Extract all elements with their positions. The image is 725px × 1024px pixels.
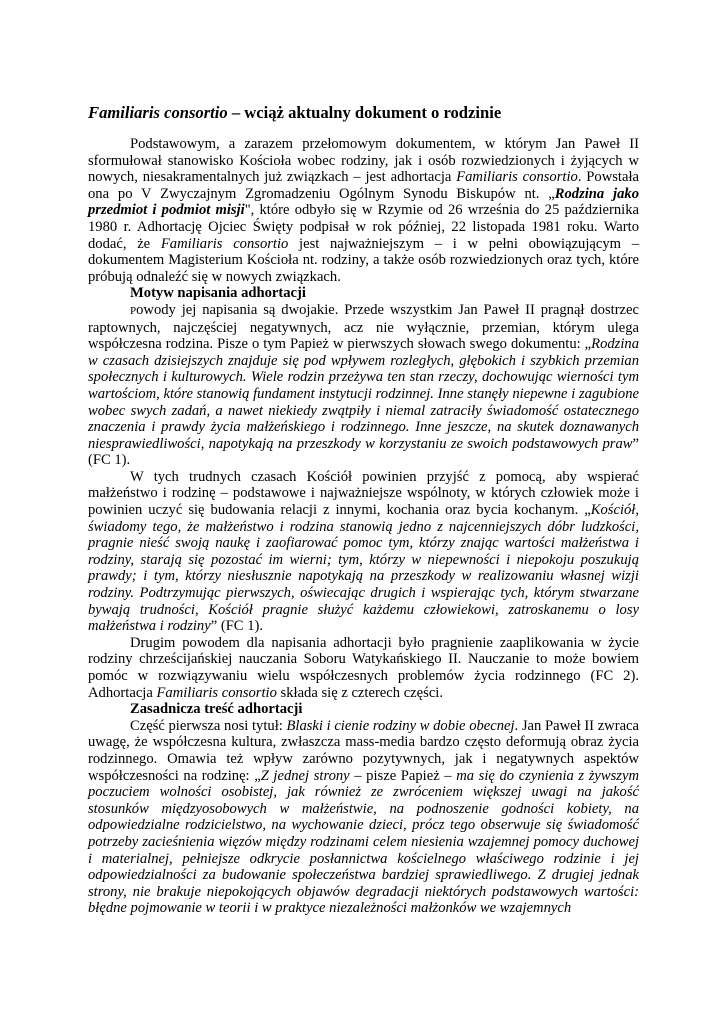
- italic-span: Familiaris consortio: [456, 169, 578, 186]
- text-span: ” (FC 1).: [88, 435, 639, 469]
- quote-italic: ma się do czynienia z żywszym poczuciem wolności osobistej, jak również ze zwróceniem większej uwagi na jakość stosunków międzyosobowych w małżeństwie, na podnoszenie godności kobiety, na odpowiedzialne rodzicielstwo, na wychowanie dzieci, prócz tego obserwuje się świadomość potrzeby zacieśnienia więzów między rodzinami celem niesienia wzajemnej pomocy duchowej i materialnej, pełniejsze odkrycie posłannictwa kościelnego właściwego rodzinie i jej odpowiedzialności za budowanie społeczeństwa bardziej sprawiedliwego. Z drugiej jednak strony, nie brakuje niepokojących objawów degradacji niektórych podstawowych wartości: błędne pojmowanie w teorii i w praktyce niezależności małżonków we wzajemnych: [88, 767, 639, 917]
- text-span: ” (FC 1).: [210, 618, 263, 635]
- document-page: [88, 103, 639, 917]
- paragraph-motive: [88, 302, 639, 469]
- title-italic: Familiaris consortio: [88, 103, 228, 122]
- text-span: składa się z czterech części.: [276, 684, 443, 701]
- bold-italic-span: Rodzina jako przedmiot i podmiot misji: [88, 185, 639, 219]
- text-span: – pisze Papież –: [349, 767, 457, 784]
- text-span: . Powstała ona po V Zwyczajnym Zgromadzeniu Ogólnym Synodu Biskupów nt. „: [88, 169, 640, 202]
- text-span: Część pierwsza nosi tytuł:: [130, 717, 287, 734]
- text-span: jest najważniejszym – i w pełni obowiązującym – dokumentem Magisterium Kościoła nt. rodziny, a także osób rozwiedzionych oraz tych, które próbują odnaleźć się w nowych związkach.: [88, 235, 639, 285]
- first-letter: P: [130, 304, 137, 317]
- quote-italic: Kościół, świadomy tego, że małżeństwo i rodzina stanowią jedno z najcenniejszych dóbr ludzkości, pragnie nieść swoją naukę i zaofiarować pomoc tym, którzy znając wartości małżeństwa i rodziny, starają się pozostać im wierni; tym, którzy w niepewności i niepokoju poszukują prawdy; i tym, którzy niesłusznie napotykają na przeszkody w realizowaniu własnej wizji rodziny. Podtrzymując pierwszych, oświecając drugich i wspierając tych, którym stwarzane bywają trudności, Kościół pragnie służyć każdemu człowiekowi, zatroskanemu o losy małżeństwa i rodziny: [88, 502, 639, 635]
- section-heading-motive: Motyw napisania adhortacji: [130, 285, 306, 302]
- section-heading-content: Zasadnicza treść adhortacji: [130, 701, 303, 718]
- italic-span: Familiaris consortio: [156, 684, 277, 701]
- text-span: Podstawowym, a zarazem przełomowym dokumentem, w którym Jan Paweł II sformułował stanowisko Kościoła wobec rodziny, jak i osób rozwiedzionych i żyjących w nowych, niesakramentalnych już związkach – jest adhortacja: [88, 136, 639, 186]
- document-title: [88, 103, 639, 123]
- italic-span: Z jednej strony: [260, 767, 350, 784]
- text-span: Drugim powodem dla napisania adhortacji było pragnienie zaaplikowania w życie rodziny chrześcijańskiej nauczania Soboru Watykańskiego II. Nauczanie to może bowiem pomóc w rozwiązywaniu wielu współczesnych problemów życia rodzinnego (FC 2). Adhortacja: [88, 634, 639, 701]
- italic-span: Blaski i cienie rodziny w dobie obecnej: [286, 717, 515, 734]
- text-span: ", które odbyło się w Rzymie od 26 września do 25 października 1980 r. Adhortację Ojciec Święty podpisał w rok później, 22 listopada 1981 roku. Warto dodać, że: [88, 202, 640, 252]
- paragraph-church-help: [88, 469, 639, 635]
- text-span: . Jan Paweł II zwraca uwagę, że współczesna kultura, zwłaszcza mass-media bardzo często deformują obraz życia rodzinnego. Omawia też wpływ zarówno pozytywnych, jak i negatywnych aspektów współczesności na rodzinę: „: [88, 717, 639, 784]
- italic-span: Familiaris consortio: [160, 235, 289, 252]
- paragraph-intro: [88, 136, 639, 285]
- text-span: W tych trudnych czasach Kościół powinien przyjść z pomocą, aby wspierać małżeństwo i rodzinę – podstawowe i najważniejsze wspólnoty, w których człowiek może i powinien uczyć się budowania relacji z innymi, kochania oraz bycia kochanym. „: [88, 468, 639, 519]
- paragraph-part-one: [88, 718, 639, 917]
- text-span: owody jej napisania są dwojakie. Przede wszystkim Jan Paweł II pragnął dostrzec raptownych, najczęściej negatywnych, acz nie wyłącznie, przemian, którym ulega współczesna rodzina. Pisze o tym Papież w pierwszych słowach swego dokumentu: „: [88, 301, 639, 353]
- paragraph-second-reason: [88, 635, 639, 701]
- title-rest: – wciąż aktualny dokument o rodzinie: [227, 103, 502, 122]
- quote-italic: Rodzina w czasach dzisiejszych znajduje się pod wpływem rozległych, głębokich i szybkich przemian społecznych i kulturowych. Wiele rodzin przeżywa ten stan rzeczy, dochowując wierności tym wartościom, które stanowią fundament instytucji rodzinnej. Inne stanęły niepewne i zagubione wobec swych zadań, a nawet niekiedy zwątpiły i niemal zatraciły świadomość ostatecznego znaczenia i prawdy życia małżeńskiego i rodzinnego. Inne jeszcze, na skutek doznawanych niesprawiedliwości, napotykają na przeszkody w korzystaniu ze swoich podstawowych praw: [88, 336, 639, 452]
